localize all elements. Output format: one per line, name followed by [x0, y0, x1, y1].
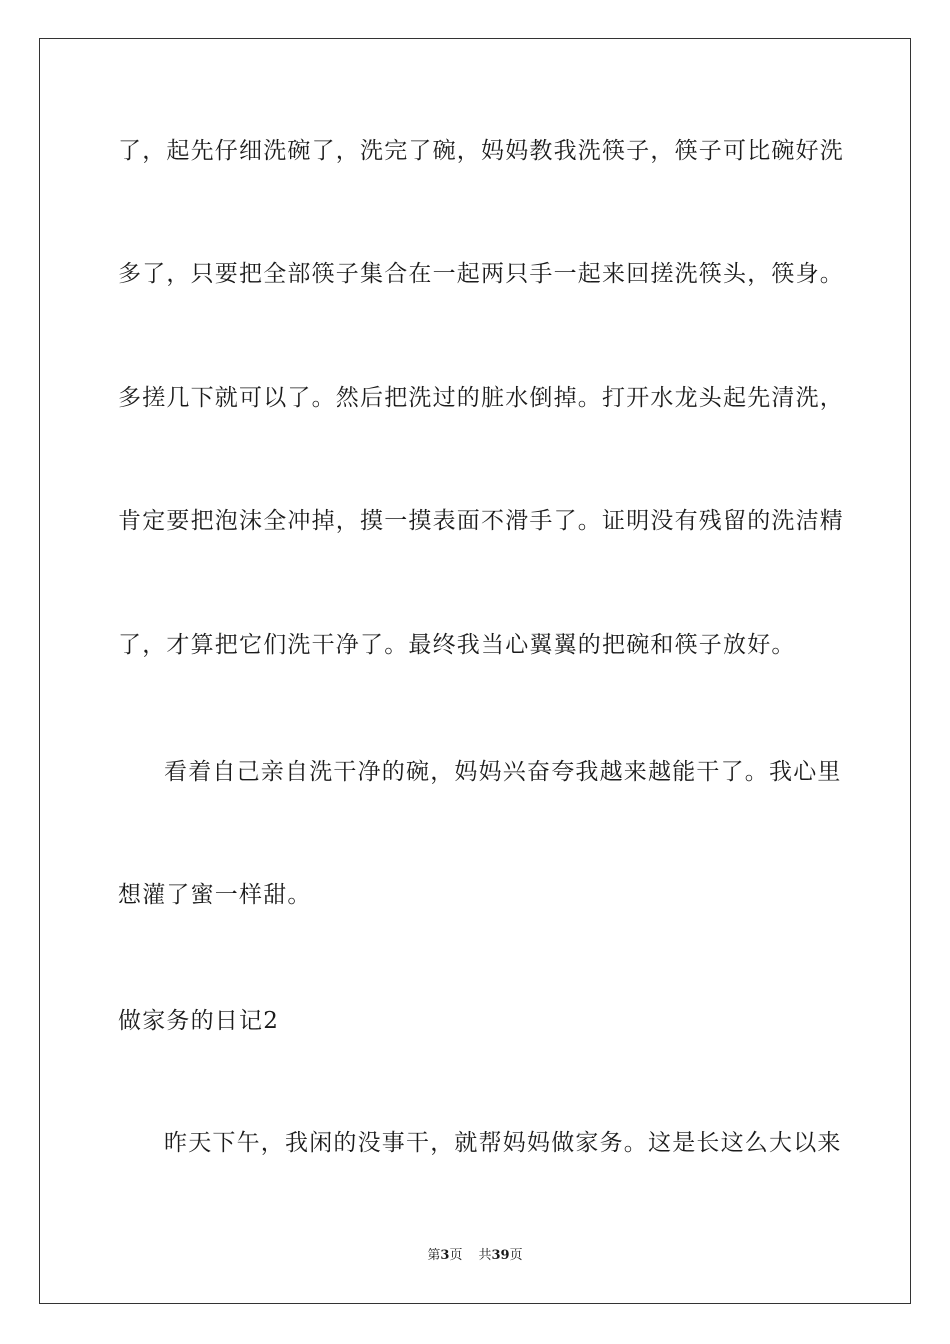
total-prefix: 共: [478, 1248, 492, 1263]
page-footer: [0, 1247, 950, 1265]
total-suffix: 页: [509, 1248, 523, 1263]
body-line: 想灌了蜜一样甜。: [118, 882, 312, 908]
body-line: 看着自己亲自洗干净的碗，妈妈兴奋夸我越来越能干了。我心里: [164, 759, 842, 785]
body-line: 多搓几下就可以了。然后把洗过的脏水倒掉。打开水龙头起先清洗，: [118, 385, 844, 411]
section-heading: 做家务的日记2: [118, 1008, 280, 1034]
page-border: [39, 38, 911, 1304]
page-prefix: 第: [427, 1248, 441, 1263]
total-pages: 39: [491, 1248, 510, 1263]
body-line: 了，才算把它们洗干净了。最终我当心翼翼的把碗和筷子放好。: [118, 632, 796, 658]
body-line: 了，起先仔细洗碗了，洗完了碗，妈妈教我洗筷子，筷子可比碗好洗: [118, 138, 844, 164]
page-number: 3: [440, 1248, 450, 1263]
body-line: 昨天下午，我闲的没事干，就帮妈妈做家务。这是长这么大以来: [164, 1130, 842, 1156]
body-line: 肯定要把泡沫全冲掉，摸一摸表面不滑手了。证明没有残留的洗洁精: [118, 508, 844, 534]
body-line: 多了，只要把全部筷子集合在一起两只手一起来回搓洗筷头，筷身。: [118, 261, 844, 287]
page-suffix: 页: [449, 1248, 463, 1263]
